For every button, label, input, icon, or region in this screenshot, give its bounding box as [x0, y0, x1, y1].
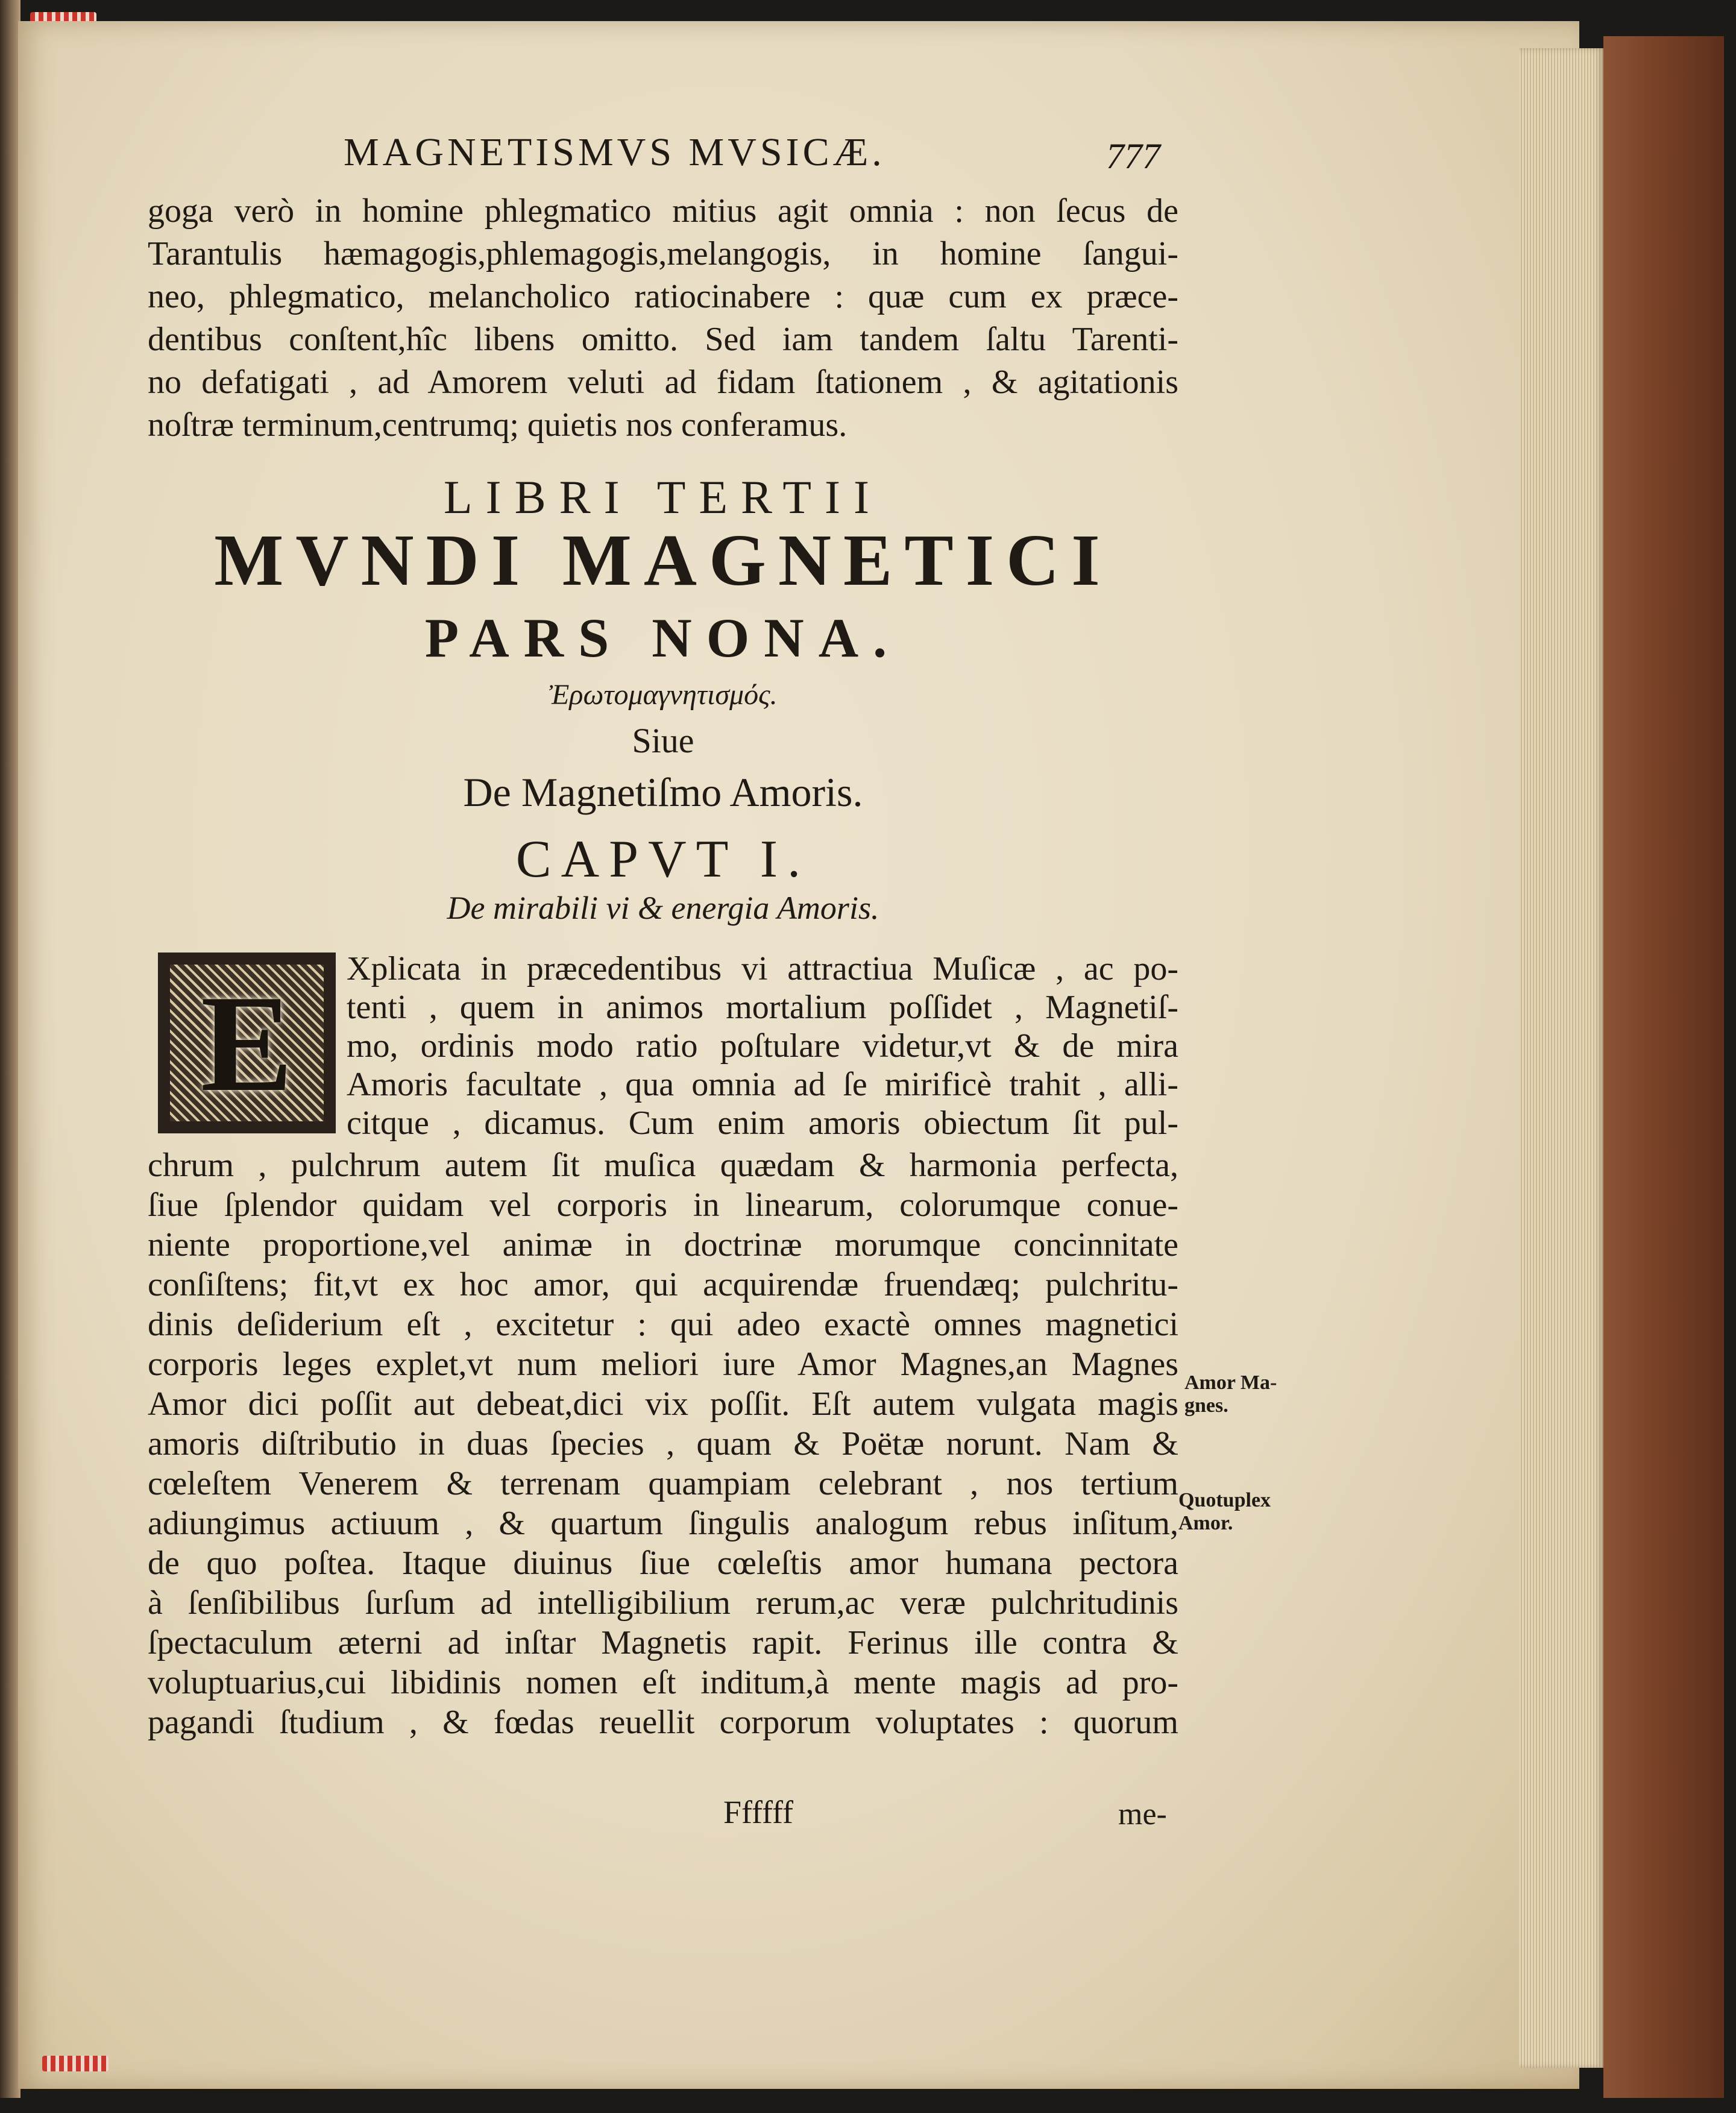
heading-mundi: MVNDI MAGNETICI — [214, 520, 1112, 601]
text-line: noſtræ terminum,centrumq; quietis nos conferamus. — [148, 406, 848, 444]
marginal-note-amor-magnes — [1184, 1371, 1277, 1417]
page-number: 777 — [1106, 136, 1160, 176]
text-line: adiungimus actiuum , & quartum ſingulis analogum rebus inſitum, — [148, 1505, 1178, 1542]
heading-siue: Siue — [632, 721, 694, 760]
text-line: neo, phlegmatico, melancholico ratiocinabere : quæ cum ex præce- — [148, 278, 1178, 315]
text-line: amoris diſtributio in duas ſpecies , quam & Poëtæ norunt. Nam & — [148, 1425, 1178, 1463]
initial-letter: E — [200, 966, 294, 1120]
heading-libri: LIBRI TERTII — [444, 471, 882, 523]
text-line: de quo poſtea. Itaque diuinus ſiue cœleſtis amor humana pectora — [148, 1545, 1178, 1582]
text-line: citque , dicamus. Cum enim amoris obiectum ſit pul- — [347, 1104, 1178, 1142]
main-paragraph — [148, 1145, 1178, 1742]
text-line: Tarantulis hæmagogis,phlemagogis,melangogis, in homine ſangui- — [148, 235, 1178, 272]
marginal-note-line: Amor. — [1178, 1512, 1233, 1534]
signature-mark: Ffffff — [723, 1794, 794, 1830]
text-line: Amor dici poſſit aut debeat,dici vix poſſit. Eſt autem vulgata magis — [148, 1385, 1178, 1423]
text-line: pagandi ſtudium , & fœdas reuellit corporum voluptates : quorum — [148, 1704, 1178, 1741]
book-binding — [0, 0, 20, 2098]
running-head: MAGNETISMVS MVSICÆ. — [344, 130, 885, 174]
heading-pars: PARS NONA. — [424, 607, 902, 669]
text-line: dentibus conſtent,hîc libens omitto. Sed iam tandem ſaltu Tarenti- — [148, 321, 1178, 358]
marginal-note-line: Amor Ma- — [1184, 1371, 1277, 1394]
book-cover-edge — [1603, 36, 1724, 2098]
text-line: voluptuarius,cui libidinis nomen eſt inditum,à mente magis ad pro- — [148, 1664, 1178, 1701]
binding-thread-bottom — [42, 2056, 108, 2071]
page-edges — [1519, 48, 1603, 2068]
top-paragraph — [148, 190, 1178, 447]
text-line: chrum , pulchrum autem ſit muſica quædam & harmonia perfecta, — [148, 1147, 1178, 1184]
text-line: ſiue ſplendor quidam vel corporis in linearum, colorumque conue- — [148, 1186, 1178, 1224]
decorated-initial — [158, 953, 336, 1133]
text-line: Amoris facultate , qua omnia ad ſe mirificè trahit , alli- — [347, 1066, 1178, 1103]
text-line: mo, ordinis modo ratio poſtulare videtur,vt & de mira — [347, 1027, 1178, 1065]
text-line: cœleſtem Venerem & terrenam quampiam celebrant , nos tertium — [148, 1465, 1178, 1502]
chapter-subtitle: De mirabili vi & energia Amoris. — [447, 890, 879, 926]
opening-lines — [347, 949, 1178, 1142]
text-line: conſiſtens; fit,vt ex hoc amor, qui acquirendæ fruendæq; pulchritu- — [148, 1266, 1178, 1303]
marginal-note-line: gnes. — [1184, 1394, 1228, 1417]
marginal-note-quotuplex — [1178, 1489, 1271, 1535]
catchword: me- — [1118, 1797, 1167, 1831]
text-line: goga verò in homine phlegmatico mitius agit omnia : non ſecus de — [148, 192, 1178, 230]
marginal-note-line: Quotuplex — [1178, 1489, 1271, 1511]
heading-greek: Ἐρωτομαγνητισμός. — [549, 679, 778, 711]
text-line: dinis deſiderium eſt , excitetur : qui adeo exactè omnes magnetici — [148, 1306, 1178, 1343]
text-line: Xplicata in præcedentibus vi attractiua Muſicæ , ac po- — [347, 950, 1178, 987]
text-line: corporis leges explet,vt num meliori iure Amor Magnes,an Magnes — [148, 1346, 1178, 1383]
text-line: à ſenſibilibus ſurſum ad intelligibilium rerum,ac veræ pulchritudinis — [148, 1584, 1178, 1622]
text-line: tenti , quem in animos mortalium poſſidet , Magnetiſ- — [347, 989, 1178, 1026]
text-line: no defatigati , ad Amorem veluti ad fidam ſtationem , & agitationis — [148, 364, 1178, 401]
heading-de-magnetismo: De Magnetiſmo Amoris. — [463, 769, 863, 815]
text-line: niente proportione,vel animæ in doctrinæ morumque concinnitate — [148, 1226, 1178, 1264]
chapter-title: CAPVT I. — [515, 830, 811, 889]
text-line: ſpectaculum æterni ad inſtar Magnetis rapit. Ferinus ille contra & — [148, 1624, 1178, 1661]
